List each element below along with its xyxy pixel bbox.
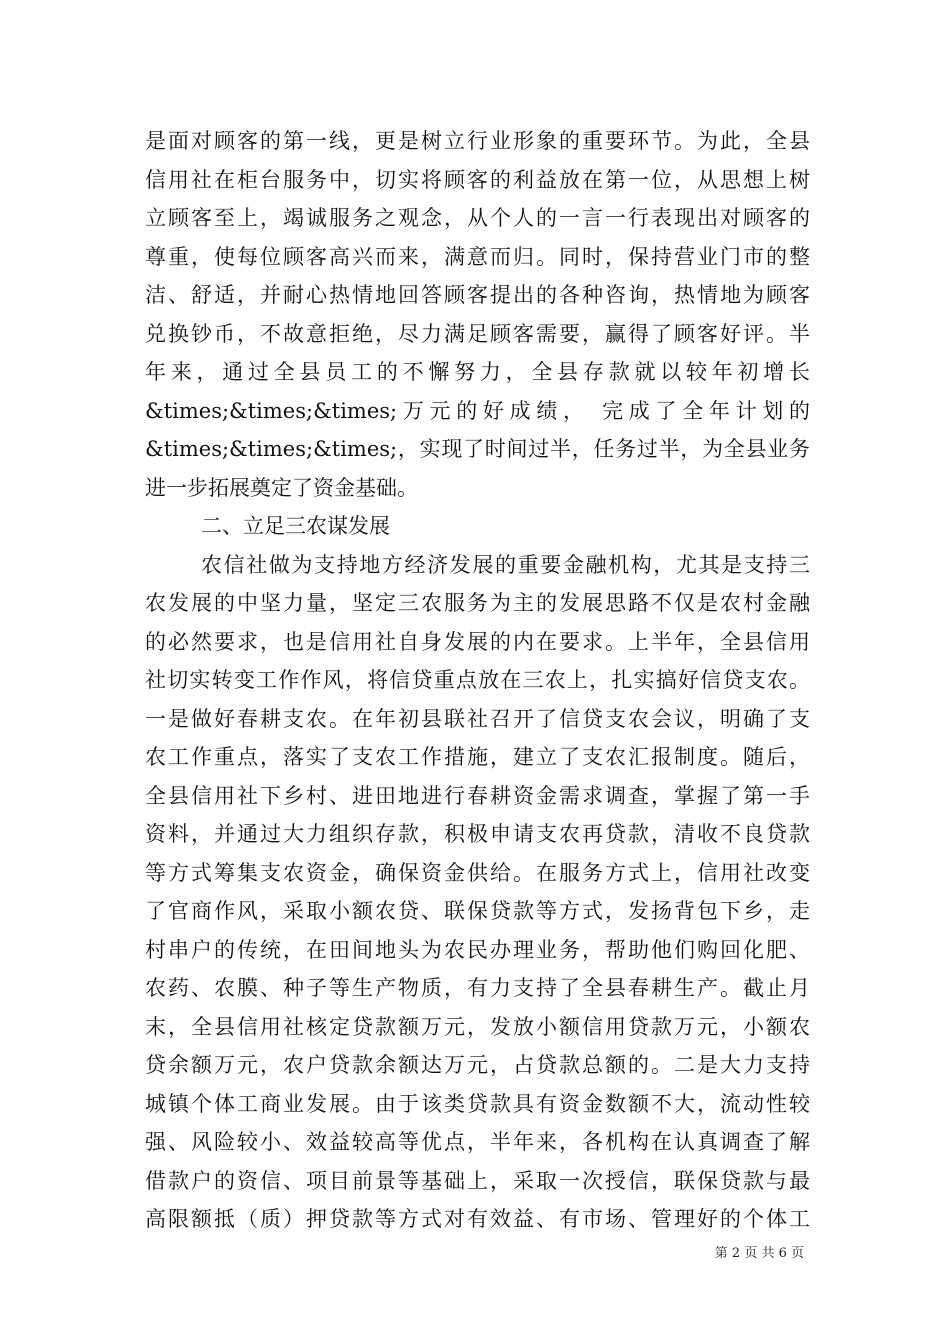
page-number: 第 2 页 共 6 页	[714, 1246, 804, 1261]
text-line: 村串户的传统，在田间地头为农民办理业务，帮助他们购回化肥、	[145, 937, 810, 962]
text-line: 兑换钞币，不故意拒绝，尽力满足顾客需要，赢得了顾客好评。半	[145, 321, 810, 346]
text-line: 贷余额万元，农户贷款余额达万元，占贷款总额的。二是大力支持	[145, 1053, 810, 1077]
text-line: 全县信用社下乡村、进田地进行春耕资金需求调查，掌握了第一手	[145, 783, 810, 808]
text-line: 农药、农膜、种子等生产物质，有力支持了全县春耕生产。截止月	[145, 976, 810, 1000]
text-line: 的必然要求，也是信用社自身发展的内在要求。上半年，全县信用	[145, 629, 810, 654]
text-line: 年来，通过全县员工的不懈努力，全县存款就以较年初增长	[145, 360, 810, 384]
text-line: 资料，并通过大力组织存款，积极申请支农再贷款，清收不良贷款	[145, 822, 810, 846]
text-line: 农信社做为支持地方经济发展的重要金融机构，尤其是支持三	[201, 552, 810, 577]
text-line: 是面对顾客的第一线，更是树立行业形象的重要环节。为此，全县	[145, 129, 810, 153]
text-line: 一是做好春耕支农。在年初县联社召开了信贷支农会议，明确了支	[145, 706, 810, 731]
text-line: 城镇个体工商业发展。由于该类贷款具有资金数额不大，流动性较	[145, 1091, 810, 1116]
text-line: 信用社在柜台服务中，切实将顾客的利益放在第一位，从思想上树	[145, 167, 810, 192]
text-line: 洁、舒适，并耐心热情地回答顾客提出的各种咨询，热情地为顾客	[145, 283, 810, 307]
text-line: 农工作重点，落实了支农工作措施，建立了支农汇报制度。随后，	[145, 745, 810, 769]
text-line: 尊重，使每位顾客高兴而来，满意而归。同时，保持营业门市的整	[145, 244, 810, 269]
text-line: 末，全县信用社核定贷款额万元，发放小额信用贷款万元，小额农	[145, 1014, 810, 1039]
text-line: 农发展的中坚力量，坚定三农服务为主的发展思路不仅是农村金融	[145, 591, 810, 615]
body-text	[145, 122, 810, 1239]
text-line: &times;&times;&times;万元的好成绩， 完成了全年计划的	[145, 398, 810, 423]
section-heading: 二、立足三农谋发展	[201, 514, 390, 538]
text-line: 借款户的资信、项目前景等基础上，采取一次授信，联保贷款与最	[145, 1168, 810, 1193]
text-line: 进一步拓展奠定了资金基础。	[145, 475, 418, 500]
text-line: 强、风险较小、效益较高等优点，半年来，各机构在认真调查了解	[145, 1130, 810, 1154]
text-line: 社切实转变工作作风，将信贷重点放在三农上，扎实搞好信贷支农。	[145, 668, 810, 692]
text-line: 高限额抵（质）押贷款等方式对有效益、有市场、管理好的个体工	[145, 1207, 810, 1231]
text-line: 等方式筹集支农资金，确保资金供给。在服务方式上，信用社改变	[145, 860, 810, 885]
text-line: 立顾客至上，竭诚服务之观念，从个人的一言一行表现出对顾客的	[145, 206, 810, 230]
text-line: &times;&times;&times;，实现了时间过半，任务过半，为全县业务	[145, 437, 810, 461]
text-line: 了官商作风，采取小额农贷、联保贷款等方式，发扬背包下乡，走	[145, 899, 810, 923]
